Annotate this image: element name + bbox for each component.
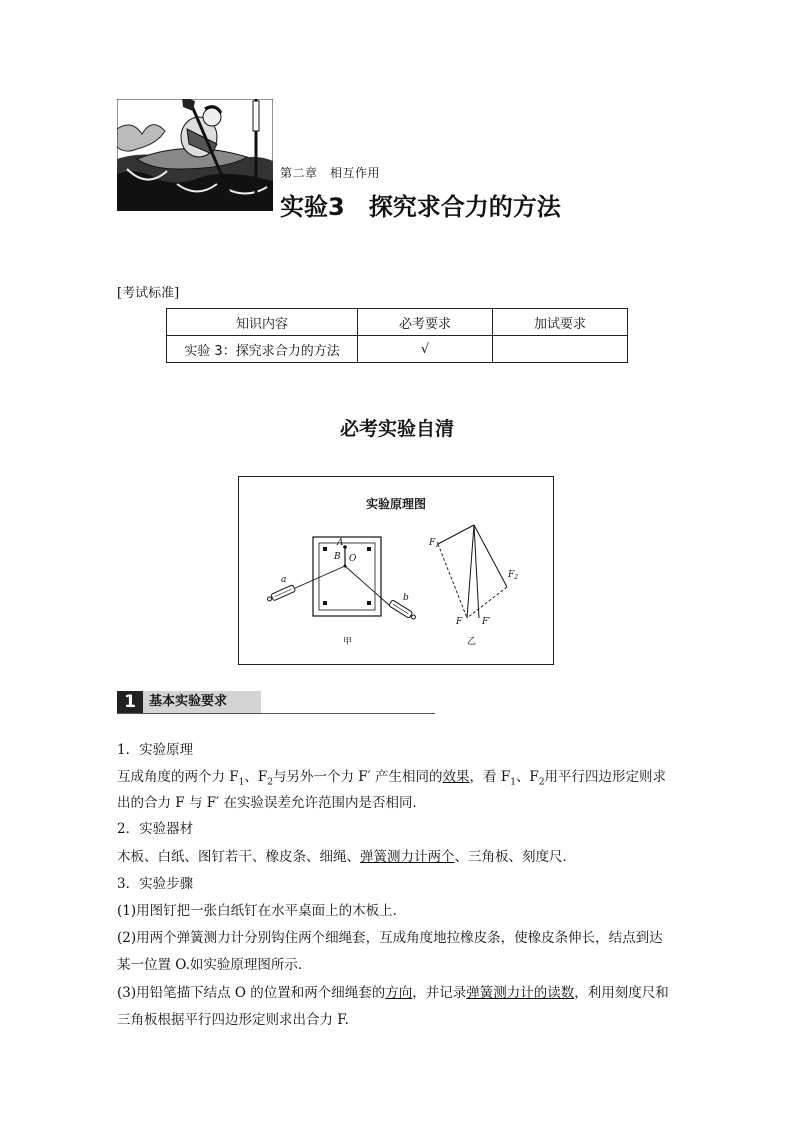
heading-principle: 1．实验原理 xyxy=(117,742,194,758)
step-3-line-1: (3)用铅笔描下结点 O 的位置和两个细绳套的方向，并记录弹簧测力计的读数，利用刻度尺和 xyxy=(117,985,669,1001)
label-f1: $F_1$ xyxy=(429,538,440,549)
label-yi: 乙 xyxy=(467,637,477,647)
page-title: 实验3 探究求合力的方法 xyxy=(280,193,561,221)
label-f: F xyxy=(456,617,463,627)
principle-diagram xyxy=(239,477,553,664)
dashed-side xyxy=(467,587,507,618)
column-header: 必考要求 xyxy=(358,309,493,336)
subsection-heading xyxy=(117,691,435,713)
subsection-number: 1 xyxy=(117,691,143,713)
vector-f1 xyxy=(438,525,474,544)
spring-scale-a xyxy=(266,585,295,603)
kayaker-illustration xyxy=(117,99,273,211)
step-3-line-2: 三角板根据平行四边形定则求出合力 F. xyxy=(117,1012,349,1028)
pin xyxy=(323,601,327,605)
pin xyxy=(367,547,371,551)
pin xyxy=(323,547,327,551)
label-a-point: A xyxy=(337,538,344,548)
principle-line-1: 互成角度的两个力 $F_1$、$F_2$与另外一个力 F′ 产生相同的效果，看 $F_1$、$F_2$用平行四边形定则求 xyxy=(117,769,667,788)
vector-f2 xyxy=(474,525,507,587)
label-a-cord: a xyxy=(281,575,287,585)
vector-f-prime xyxy=(474,525,479,618)
table-row xyxy=(167,336,628,363)
dashed-side xyxy=(438,544,467,618)
chapter-label: 第二章 相互作用 xyxy=(280,166,381,180)
label-o-point: O xyxy=(349,554,357,564)
paper-sheet xyxy=(319,543,375,610)
section-title: 必考实验自清 xyxy=(339,418,454,440)
divider xyxy=(117,713,435,714)
pin xyxy=(367,601,371,605)
vector-f xyxy=(467,525,474,618)
subsection-title: 基本实验要求 xyxy=(143,691,261,713)
standards-table xyxy=(166,308,628,363)
table-cell: 实验 3：探究求合力的方法 xyxy=(167,336,358,363)
label-f-prime: F′ xyxy=(482,617,491,627)
column-header: 加试要求 xyxy=(493,309,628,336)
step-2-line-1: (2)用两个弹簧测力计分别钩住两个细绳套，互成角度地拉橡皮条，使橡皮条伸长，结点到达 xyxy=(117,930,663,946)
principle-figure xyxy=(238,476,554,665)
table-cell xyxy=(493,336,628,363)
cord-b xyxy=(345,566,389,605)
figure-title: 实验原理图 xyxy=(365,497,426,511)
table-header-row xyxy=(167,309,628,336)
principle-line-2: 出的合力 F 与 F′ 在实验误差允许范围内是否相同． xyxy=(117,795,426,811)
equipment-line: 木板、白纸、图钉若干、橡皮条、细绳、弹簧测力计两个、三角板、刻度尺． xyxy=(117,849,576,865)
label-jia: 甲 xyxy=(343,637,353,647)
step-2-line-2: 某一位置 O.如实验原理图所示． xyxy=(117,957,312,973)
standards-heading: [考试标准] xyxy=(117,286,180,301)
table-cell: √ xyxy=(358,336,493,363)
heading-steps: 3．实验步骤 xyxy=(117,876,194,892)
label-f2: $F_2$ xyxy=(508,570,519,581)
label-b-cord: b xyxy=(403,593,409,603)
heading-equipment: 2．实验器材 xyxy=(117,821,194,837)
label-b-point: B xyxy=(334,552,341,562)
column-header: 知识内容 xyxy=(167,309,358,336)
step-1: (1)用图钉把一张白纸钉在水平桌面上的木板上． xyxy=(117,903,407,919)
